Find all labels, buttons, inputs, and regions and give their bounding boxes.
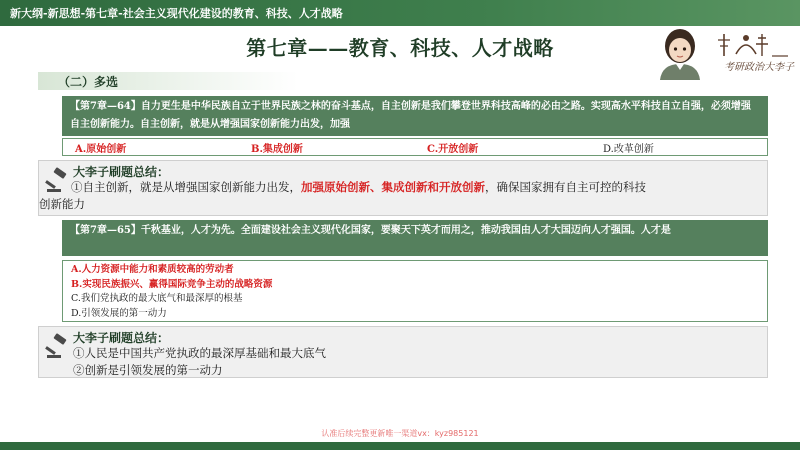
- summary-highlight: 加强原始创新、集成创新和开放创新: [301, 180, 485, 194]
- summary-title: 大李子刷题总结：: [73, 165, 170, 179]
- summary-line: ②创新是引领发展的第一动力: [73, 363, 223, 377]
- gavel-icon: [45, 333, 71, 359]
- summary-text-part: ①自主创新，就是从增强国家创新能力出发，: [71, 180, 301, 194]
- breadcrumb: 新大纲-新思想-第七章-社会主义现代化建设的教育、科技、人才战略: [10, 7, 343, 20]
- question-2-options: [62, 260, 768, 322]
- summary-box-2: [38, 326, 768, 378]
- summary-box-1: [38, 160, 768, 216]
- option-c[interactable]: C.开放创新: [427, 143, 479, 155]
- header-bar: [0, 0, 800, 26]
- option-a[interactable]: A.人力资源中能力和素质较高的劳动者: [71, 264, 234, 275]
- question-2-stem: 【第7章—65】千秋基业，人才为先。全面建设社会主义现代化国家，要聚天下英才而用之，推动我国由人才大国迈向人才强国。人才是: [62, 220, 768, 256]
- avatar: [650, 24, 710, 80]
- option-a[interactable]: A.原始创新: [75, 143, 127, 155]
- question-1-options: [62, 138, 768, 156]
- option-d[interactable]: D.改革创新: [603, 143, 654, 155]
- watermark: 认准后续完整更新唯一渠道vx：kyz985121: [321, 429, 479, 438]
- summary-text: [73, 345, 759, 379]
- option-b[interactable]: B.集成创新: [251, 143, 303, 155]
- section-title: （二）多选: [38, 72, 298, 90]
- gavel-icon: [45, 167, 71, 193]
- summary-title: 大李子刷题总结：: [73, 331, 170, 345]
- question-1-stem: 【第7章—64】自力更生是中华民族自立于世界民族之林的奋斗基点，自主创新是我们攀登世界科技高峰的必由之路。实现高水平科技自立自强，必须增强自主创新能力。自主创新，就是从增强国家创新能力出发，加强: [62, 96, 768, 136]
- page-title: 第七章——教育、科技、人才战略: [246, 36, 554, 60]
- option-b[interactable]: B.实现民族振兴、赢得国际竞争主动的战略资源: [71, 278, 273, 290]
- summary-line: ①人民是中国共产党执政的最深厚基础和最大底气: [73, 346, 326, 360]
- option-c[interactable]: C.我们党执政的最大底气和最深厚的根基: [71, 293, 243, 304]
- summary-text-line2: 创新能力: [39, 197, 85, 211]
- logo-text: 考研政治大李子: [724, 62, 794, 73]
- summary-text-part: ，确保国家拥有自主可控的科技: [485, 180, 646, 194]
- summary-text: [39, 179, 759, 211]
- option-d[interactable]: D.引领发展的第一动力: [71, 307, 167, 319]
- footer-bar: [0, 442, 800, 450]
